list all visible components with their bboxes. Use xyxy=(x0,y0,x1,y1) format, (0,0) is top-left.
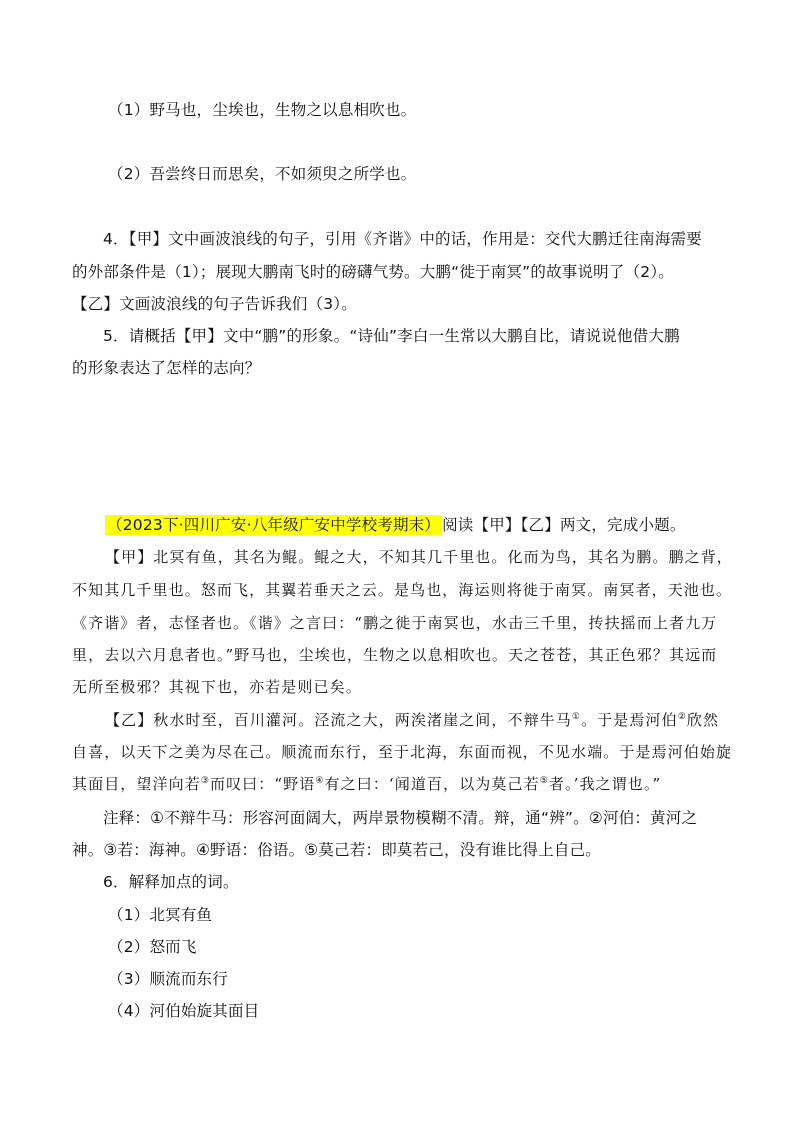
source-tag: （2023下·四川广安·八年级广安中学校考期末） xyxy=(107,516,441,534)
question-4-line-1: 4．【甲】文中画波浪线的句子，引用《齐谐》中的话，作用是：交代大鹏迁往南海需要 xyxy=(103,230,702,248)
question-6-item-1: （1）北冥有鱼 xyxy=(108,906,213,924)
passage-jia-line-1: 【甲】北冥有鱼，其名为鲲。鲲之大，不知其几千里也。化而为鸟，其名为鹏。鹏之背， xyxy=(105,548,733,566)
yi-text-3c: 有之曰：‘闻道百，以为莫己若 xyxy=(324,775,540,793)
passage-jia-line-5: 无所至极邪？其视下也，亦若是则已矣。 xyxy=(72,678,362,696)
notes-line-2: 神。③若：海神。④野语：俗语。⑤莫己若：即莫若己，没有谁比得上自己。 xyxy=(72,841,601,859)
passage-yi-line-1 xyxy=(105,710,719,730)
yi-text-3d: 者。’我之谓也。” xyxy=(548,775,662,793)
passage-yi-line-3 xyxy=(72,774,661,794)
footnote-mark-2: ② xyxy=(677,712,687,722)
question-5-line-2: 的形象表达了怎样的志向？ xyxy=(72,359,261,377)
translation-item-1: （1）野马也，尘埃也，生物之以息相吹也。 xyxy=(108,101,417,119)
passage-jia-line-3: 《齐谐》者，志怪者也。《谐》之言曰：“鹏之徙于南冥也，水击三千里，抟扶摇而上者九万 xyxy=(72,614,718,632)
notes-line-1: 注释：①不辩牛马：形容河面阔大，两岸景物模糊不清。辩，通“辨”。②河伯：黄河之 xyxy=(103,809,698,827)
yi-text-1c: 欣然 xyxy=(686,711,720,729)
question-6-item-4: （4）河伯始旋其面目 xyxy=(108,1002,260,1020)
footnote-mark-4: ④ xyxy=(315,776,325,786)
question-6: 6．解释加点的词。 xyxy=(103,873,239,891)
yi-text-3a: 其面目，望洋向若 xyxy=(72,775,201,793)
passage-jia-line-2: 不知其几千里也。怒而飞，其翼若垂天之云。是鸟也，海运则将徙于南冥。南冥者，天池也。 xyxy=(72,581,733,599)
passage-jia-line-4: 里，去以六月息者也。”野马也，尘埃也，生物之以息相吹也。天之苍苍，其正色邪？其远而 xyxy=(72,646,718,664)
footnote-mark-3: ③ xyxy=(200,776,210,786)
translation-item-2: （2）吾尝终日而思矣，不如须臾之所学也。 xyxy=(108,165,417,183)
question-4-line-3: 【乙】文画波浪线的句子告诉我们（3）。 xyxy=(72,295,357,313)
yi-text-1a: 【乙】秋水时至，百川灌河。泾流之大，两涘渚崖之间，不辩牛马 xyxy=(105,711,572,729)
footnote-mark-5: ⑤ xyxy=(539,776,549,786)
yi-text-3b: 而叹曰：“野语 xyxy=(209,775,316,793)
question-6-item-3: （3）顺流而东行 xyxy=(108,970,228,988)
passage-intro xyxy=(105,515,686,535)
question-6-item-2: （2）怒而飞 xyxy=(108,938,197,956)
question-4-line-2: 的外部条件是（1）；展现大鹏南飞时的磅礴气势。大鹏“徙于南冥”的故事说明了（2）。 xyxy=(72,263,674,281)
yi-text-1b: 。于是焉河伯 xyxy=(581,711,678,729)
question-5-line-1: 5．请概括【甲】文中“鹏”的形象。“诗仙”李白一生常以大鹏自比，请说说他借大鹏 xyxy=(103,327,680,345)
intro-text: 阅读【甲】【乙】两文，完成小题。 xyxy=(442,516,686,534)
passage-yi-line-2: 自喜，以天下之美为尽在己。顺流而东行，至于北海，东面而视，不见水端。于是焉河伯始旋 xyxy=(72,743,733,761)
footnote-mark-1: ① xyxy=(571,712,582,722)
